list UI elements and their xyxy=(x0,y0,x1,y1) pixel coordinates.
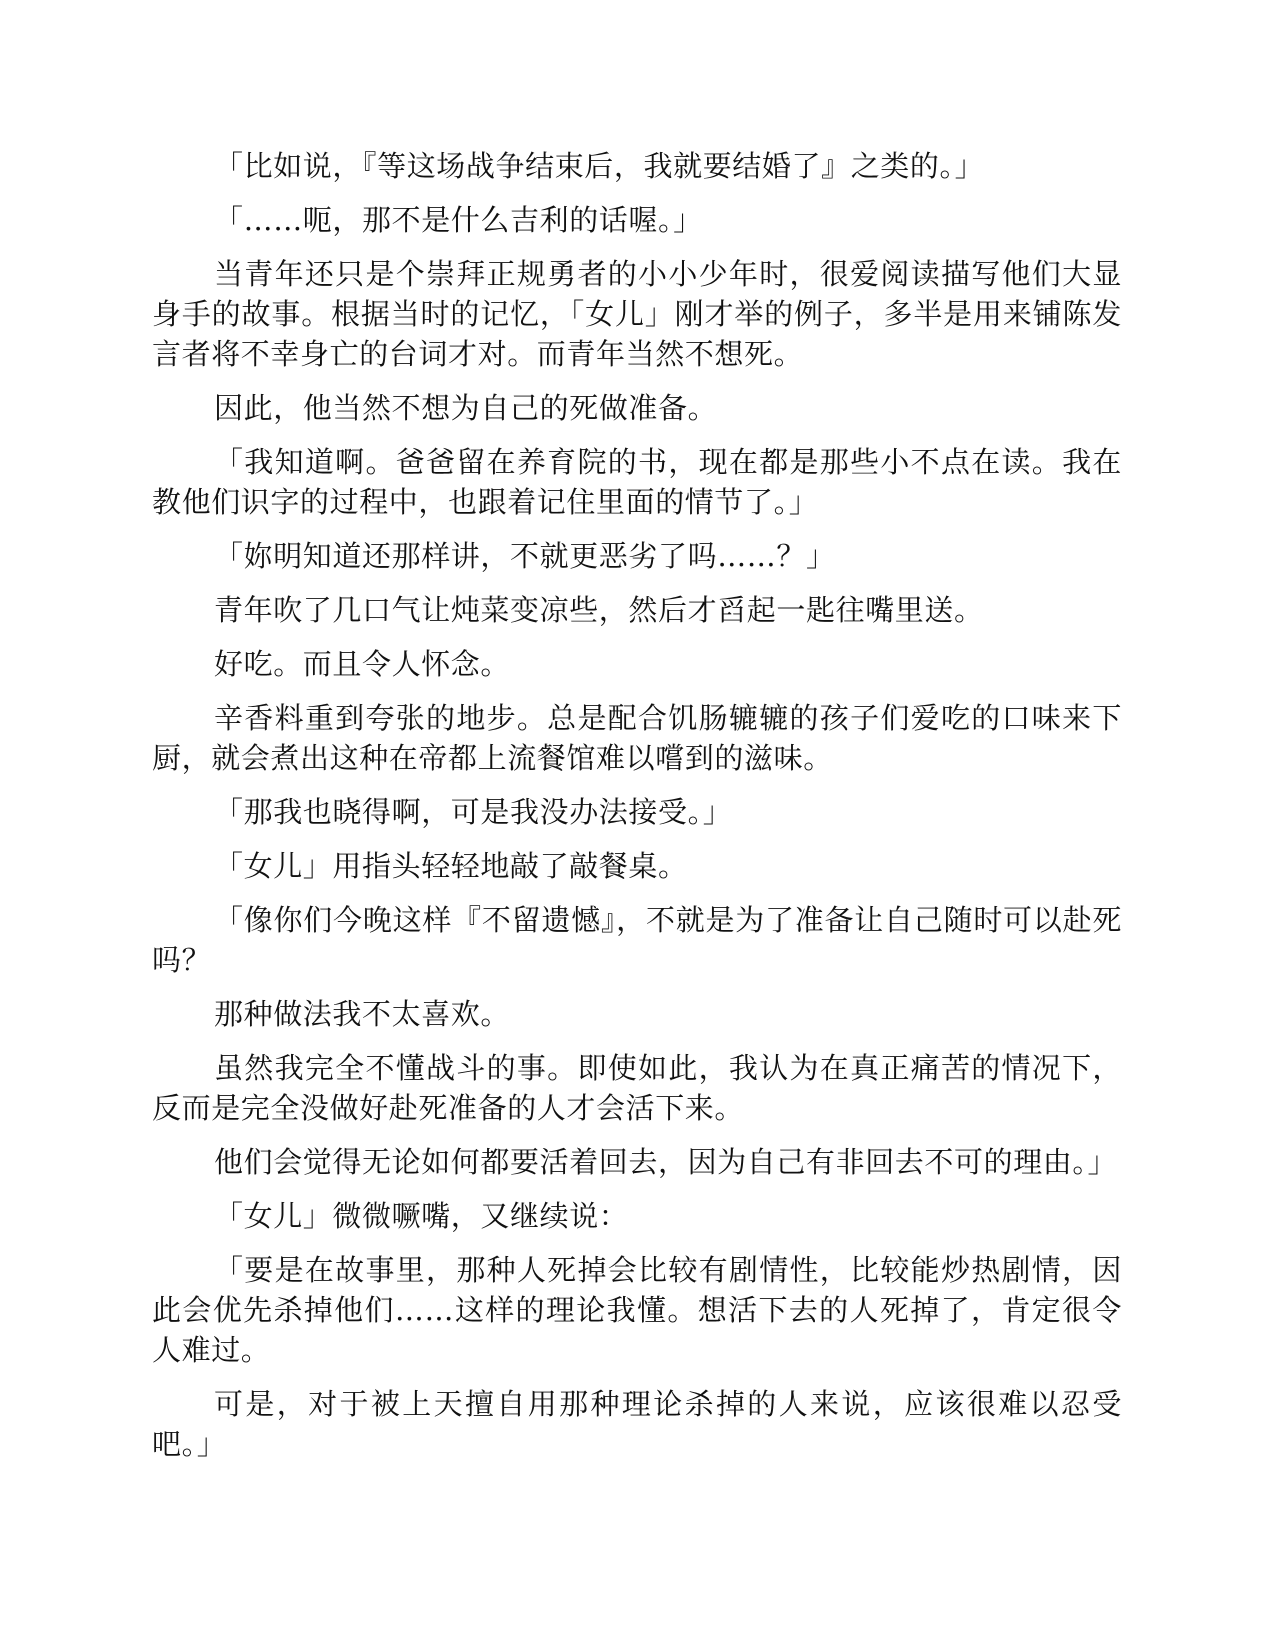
paragraph: 「比如说，『等这场战争结束后，我就要结婚了』之类的。」 xyxy=(214,149,985,183)
paragraph: 「要是在故事里，那种人死掉会比较有剧情性，比较能炒热剧情，因此会优先杀掉他们……这样的理论我懂。想活下去的人死掉了，肯定很令人难过。 xyxy=(152,1253,1122,1367)
paragraph: 因此，他当然不想为自己的死做准备。 xyxy=(214,391,718,425)
paragraph: 「……呃，那不是什么吉利的话喔。」 xyxy=(214,203,703,237)
paragraph: 可是，对于被上天擅自用那种理论杀掉的人来说，应该很难以忍受吧。」 xyxy=(152,1387,1122,1461)
paragraph: 「女儿」微微噘嘴，又继续说： xyxy=(214,1199,629,1233)
paragraph: 「像你们今晚这样『不留遗憾』，不就是为了准备让自己随时可以赴死吗？ xyxy=(152,903,1122,977)
paragraph: 当青年还只是个崇拜正规勇者的小小少年时，很爱阅读描写他们大显身手的故事。根据当时的记忆，「女儿」刚才举的例子，多半是用来铺陈发言者将不幸身亡的台词才对。而青年当然不想死。 xyxy=(152,257,1122,371)
paragraph: 那种做法我不太喜欢。 xyxy=(214,997,511,1031)
paragraph: 「那我也晓得啊，可是我没办法接受。」 xyxy=(214,795,733,829)
paragraph: 好吃。而且令人怀念。 xyxy=(214,647,511,681)
paragraph: 虽然我完全不懂战斗的事。即使如此，我认为在真正痛苦的情况下，反而是完全没做好赴死准备的人才会活下来。 xyxy=(152,1051,1122,1125)
paragraph: 辛香料重到夸张的地步。总是配合饥肠辘辘的孩子们爱吃的口味来下厨，就会煮出这种在帝都上流餐馆难以嚐到的滋味。 xyxy=(152,701,1122,775)
document-page xyxy=(152,0,1122,1650)
paragraph: 「我知道啊。爸爸留在养育院的书，现在都是那些小不点在读。我在教他们识字的过程中，也跟着记住里面的情节了。」 xyxy=(152,445,1122,519)
paragraph: 青年吹了几口气让炖菜变凉些，然后才舀起一匙往嘴里送。 xyxy=(214,593,984,627)
paragraph: 「妳明知道还那样讲，不就更恶劣了吗……？」 xyxy=(214,539,836,573)
paragraph: 他们会觉得无论如何都要活着回去，因为自己有非回去不可的理由。」 xyxy=(214,1145,1118,1179)
paragraph: 「女儿」用指头轻轻地敲了敲餐桌。 xyxy=(214,849,688,883)
